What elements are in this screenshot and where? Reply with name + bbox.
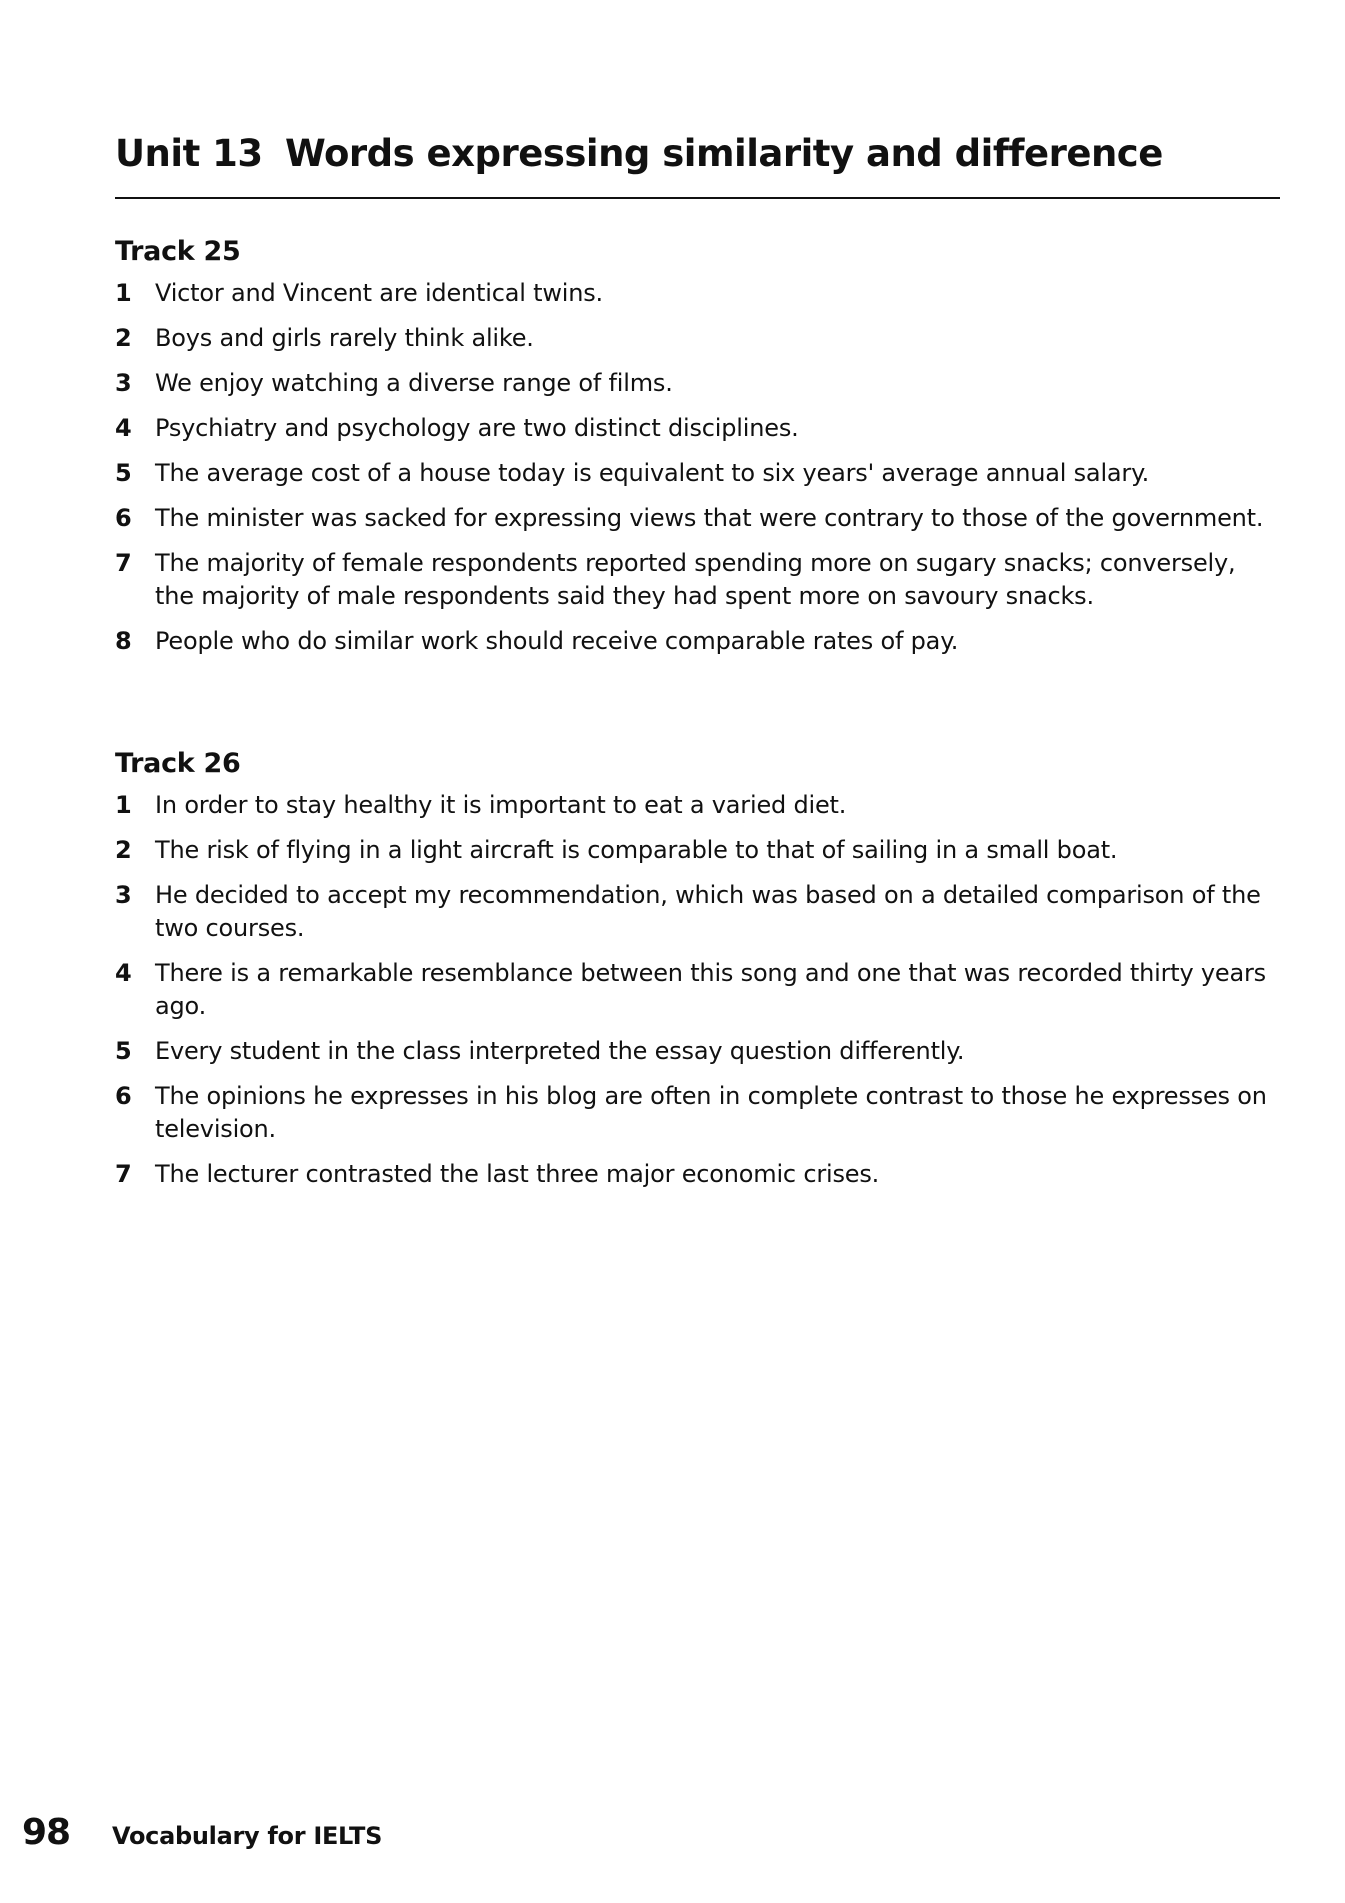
list-item — [115, 457, 1280, 490]
track-title: Track 25 — [115, 236, 241, 267]
item-number: 3 — [115, 369, 132, 397]
item-text: We enjoy watching a diverse range of films. — [155, 369, 673, 397]
unit-title: Words expressing similarity and difference — [285, 132, 1163, 175]
unit-header — [115, 132, 1280, 175]
item-number: 5 — [115, 1037, 132, 1065]
item-number: 7 — [115, 1160, 132, 1188]
item-number: 6 — [115, 1082, 132, 1110]
item-text: The majority of female respondents reported spending more on sugary snacks; conversely, the majority of male respondents said they had spent more on savoury snacks. — [155, 549, 1236, 610]
list-item — [115, 879, 1280, 945]
list-item — [115, 412, 1280, 445]
track-section-25 — [115, 236, 1280, 670]
item-number: 4 — [115, 959, 132, 987]
page-footer — [22, 1812, 382, 1853]
item-number: 1 — [115, 791, 132, 819]
item-text: The opinions he expresses in his blog are often in complete contrast to those he expresses on television. — [155, 1082, 1267, 1143]
list-item — [115, 1035, 1280, 1068]
track-title: Track 26 — [115, 748, 241, 779]
item-number: 6 — [115, 504, 132, 532]
list-item — [115, 625, 1280, 658]
list-item — [115, 834, 1280, 867]
item-text: There is a remarkable resemblance between this song and one that was recorded thirty years ago. — [155, 959, 1266, 1020]
item-number: 8 — [115, 627, 132, 655]
track-section-26 — [115, 748, 1280, 1203]
list-item — [115, 1080, 1280, 1146]
book-title: Vocabulary for IELTS — [112, 1822, 383, 1850]
item-number: 5 — [115, 459, 132, 487]
item-text: He decided to accept my recommendation, which was based on a detailed comparison of the two courses. — [155, 881, 1261, 942]
item-number: 4 — [115, 414, 132, 442]
item-number: 7 — [115, 549, 132, 577]
list-item — [115, 367, 1280, 400]
item-number: 2 — [115, 324, 132, 352]
list-item — [115, 957, 1280, 1023]
item-text: Victor and Vincent are identical twins. — [155, 279, 603, 307]
item-text: The lecturer contrasted the last three major economic crises. — [155, 1160, 880, 1188]
list-item — [115, 547, 1280, 613]
item-number: 3 — [115, 881, 132, 909]
list-item — [115, 1158, 1280, 1191]
item-text: Every student in the class interpreted the essay question differently. — [155, 1037, 965, 1065]
item-number: 2 — [115, 836, 132, 864]
item-text: In order to stay healthy it is important to eat a varied diet. — [155, 791, 847, 819]
item-text: The average cost of a house today is equivalent to six years' average annual salary. — [155, 459, 1150, 487]
item-text: Boys and girls rarely think alike. — [155, 324, 534, 352]
list-item — [115, 502, 1280, 535]
item-text: Psychiatry and psychology are two distinct disciplines. — [155, 414, 799, 442]
list-item — [115, 277, 1280, 310]
item-text: The risk of flying in a light aircraft is comparable to that of sailing in a small boat. — [155, 836, 1118, 864]
header-divider — [115, 197, 1280, 199]
page-number: 98 — [22, 1812, 71, 1853]
item-number: 1 — [115, 279, 132, 307]
item-text: The minister was sacked for expressing views that were contrary to those of the government. — [155, 504, 1264, 532]
list-item — [115, 322, 1280, 355]
list-item — [115, 789, 1280, 822]
unit-label: Unit 13 — [115, 132, 263, 175]
item-text: People who do similar work should receive comparable rates of pay. — [155, 627, 959, 655]
